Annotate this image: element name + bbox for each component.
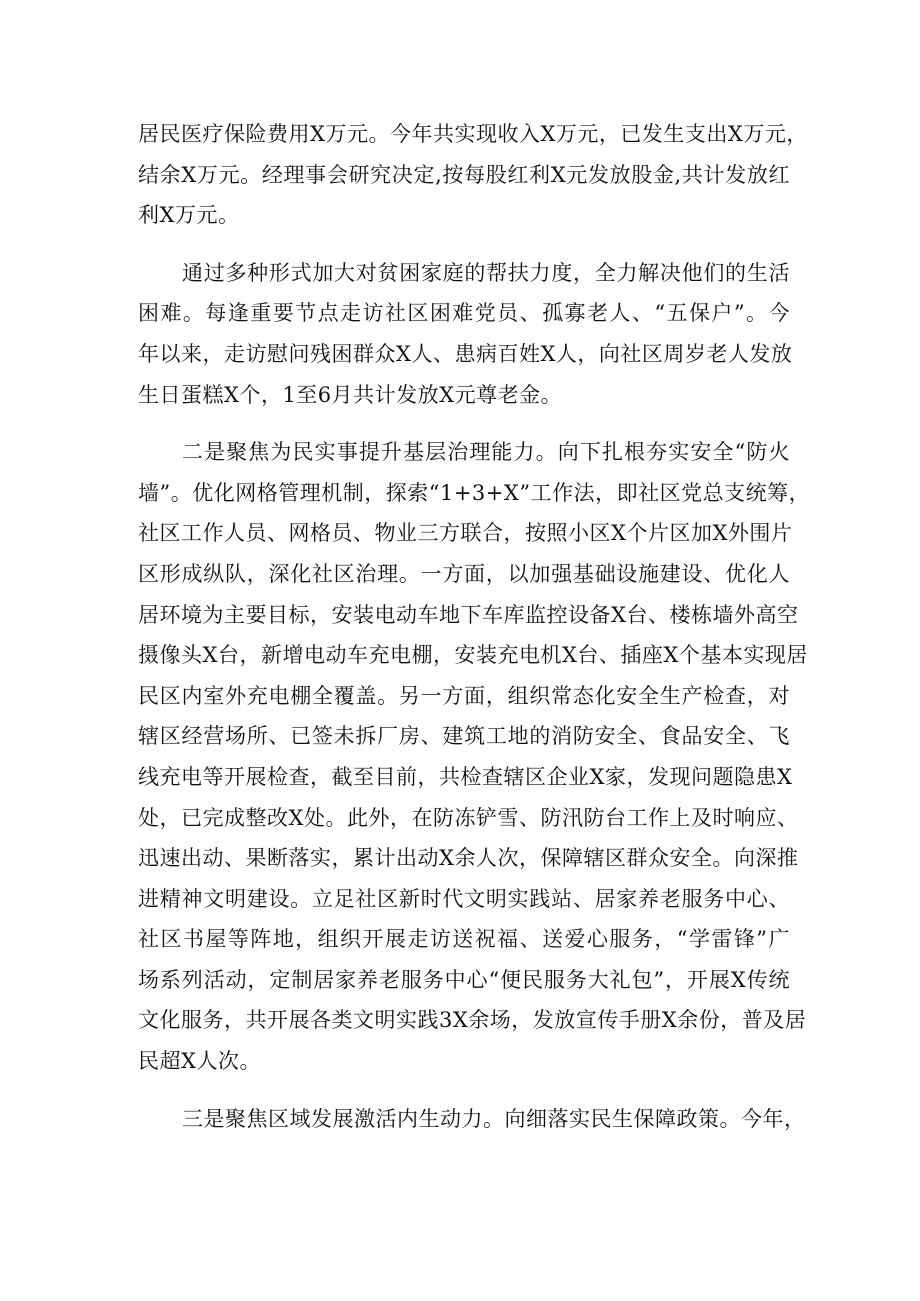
text-line: 区形成纵队，深化社区治理。一方面，以加强基础设施建设、优化人 xyxy=(138,561,790,586)
paragraph-spacer xyxy=(138,236,790,253)
paragraph-4 xyxy=(138,1099,806,1140)
text-line: 民超X人次。 xyxy=(138,1049,261,1074)
paragraph-2 xyxy=(138,253,793,415)
text-line: 摄像头X台，新增电动车充电棚，安装充电机X台、插座X个基本实现居 xyxy=(138,643,808,668)
text-line: 线充电等开展检查，截至目前，共检查辖区企业X家，发现问题隐患X xyxy=(138,764,793,789)
paragraph-1 xyxy=(138,114,808,236)
text-line: 三是聚焦区域发展激活内生动力。向细落实民生保障政策。今年， xyxy=(182,1106,806,1131)
text-line: 社区书屋等阵地，组织开展走访送祝福、送爱心服务，“学雷锋”广 xyxy=(138,927,790,952)
text-line: 处，已完成整改X处。此外，在防冻铲雪、防汛防台工作上及时响应、 xyxy=(138,805,799,830)
text-line: 二是聚焦为民实事提升基层治理能力。向下扎根夯实安全“防火 xyxy=(182,440,790,465)
text-line: 通过多种形式加大对贫困家庭的帮扶力度，全力解决他们的生活 xyxy=(182,260,790,285)
paragraph-spacer xyxy=(138,415,790,432)
paragraph-3 xyxy=(138,432,811,1082)
document-body xyxy=(138,114,811,1139)
text-line: 场系列活动，定制居家养老服务中心“便民服务大礼包”，开展X传统 xyxy=(138,967,790,992)
text-line: 利X万元。 xyxy=(138,203,240,228)
text-line: 结余X万元。经理事会研究决定,按每股红利X元发放股金,共计发放红 xyxy=(138,162,790,187)
text-line: 辖区经营场所、已签未拆厂房、建筑工地的消防安全、食品安全、飞 xyxy=(138,724,790,749)
text-line: 迅速出动、果断落实，累计出动X余人次，保障辖区群众安全。向深推 xyxy=(138,846,799,871)
paragraph-spacer xyxy=(138,1082,790,1099)
text-line: 年以来，走访慰问残困群众X人、患病百姓X人，向社区周岁老人发放 xyxy=(138,341,793,366)
text-line: 墙”。优化网格管理机制，探索“1+3+X”工作法，即社区党总支统筹， xyxy=(138,480,811,505)
text-line: 文化服务，共开展各类文明实践3X余场，发放宣传手册X余份，普及居 xyxy=(138,1008,807,1033)
text-line: 居民医疗保险费用X万元。今年共实现收入X万元，已发生支出X万元， xyxy=(138,122,808,146)
text-line: 社区工作人员、网格员、物业三方联合，按照小区X个片区加X外围片 xyxy=(138,521,793,546)
text-line: 生日蛋糕X个，1至6月共计发放X元尊老金。 xyxy=(138,382,563,407)
text-line: 民区内室外充电棚全覆盖。另一方面，组织常态化安全生产检查，对 xyxy=(138,683,790,708)
text-line: 困难。每逢重要节点走访社区困难党员、孤寡老人、“五保户”。今 xyxy=(138,301,790,326)
text-line: 居环境为主要目标，安装电动车地下车库监控设备X台、楼栋墙外高空 xyxy=(138,602,799,627)
text-line: 进精神文明建设。立足社区新时代文明实践站、居家养老服务中心、 xyxy=(138,886,790,911)
